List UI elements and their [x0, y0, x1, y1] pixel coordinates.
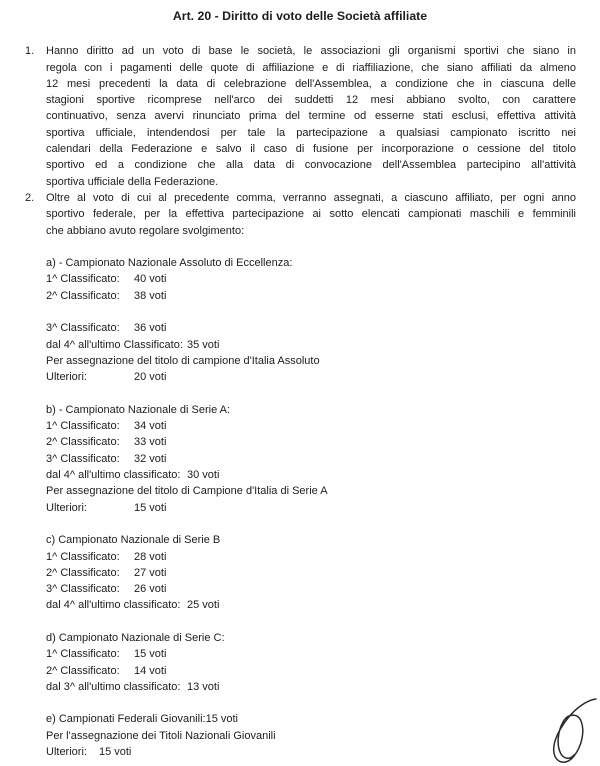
note-line: Per assegnazione del titolo di campione d'Italia Assoluto [46, 354, 320, 367]
note-line: Per assegnazione del titolo di Campione d'Italia di Serie A [46, 485, 328, 498]
paragraph-line: sportiva ufficiale della Federazione. [46, 175, 219, 188]
votes-value: 20 voti [134, 371, 167, 384]
rank-label: 2^ Classificato: [46, 289, 120, 302]
classification-row [46, 744, 576, 760]
section-d [46, 630, 576, 695]
rank-label: dal 3^ all'ultimo classificato: [46, 680, 181, 693]
classification-row [46, 451, 576, 467]
classification-row [46, 434, 576, 450]
paragraph-line: sportivo ed a condizione che alla data di convocazione dell'Assemblea partecipino all'attività [46, 159, 576, 172]
paragraph-line: stagioni sportive ricomprese nell'arco dei suddetti 12 mesi abbiano svolto, con carattere [46, 94, 576, 107]
votes-value: 34 voti [134, 420, 167, 433]
section-heading: d) Campionato Nazionale di Serie C: [46, 631, 225, 644]
votes-value: 38 voti [134, 289, 167, 302]
blank-line [46, 239, 576, 255]
numbered-item-2 [25, 190, 576, 239]
blank-line [46, 516, 576, 532]
section-heading: b) - Campionato Nazionale di Serie A: [46, 403, 231, 416]
classification-row [46, 337, 576, 353]
note-line: Per l'assegnazione dei Titoli Nazionali Giovanili [46, 729, 276, 742]
section-heading: c) Campionato Nazionale di Serie B [46, 534, 221, 547]
votes-value: 40 voti [134, 273, 167, 286]
blank-line [46, 614, 576, 630]
paragraph-line: che abbiano avuto regolare svolgimento: [46, 224, 245, 237]
rank-label: 3^ Classificato: [46, 583, 120, 596]
classification-row [46, 581, 576, 597]
votes-value: 36 voti [134, 322, 167, 335]
votes-value: 26 voti [134, 583, 167, 596]
classification-row [46, 549, 576, 565]
paragraph-line: 12 mesi precedenti la data di celebrazione dell'Assemblea, a condizione che in ciascuna delle [46, 77, 576, 90]
section-b [46, 402, 576, 516]
paragraph-line: sportivo federale, per la effettiva partecipazione ai sotto elencati campionati maschili e femminili [46, 208, 576, 221]
list-number: 1. [25, 45, 35, 58]
votes-value: 30 voti [187, 469, 220, 482]
classification-row [46, 271, 576, 287]
classification-row [46, 288, 576, 304]
paragraph-line: sportiva ufficiale, intendendosi per tale la partecipazione a qualsiasi campionato iscritto nei [46, 126, 576, 139]
classification-row [46, 369, 576, 385]
votes-value: 15 voti [134, 648, 167, 661]
rank-label: dal 4^ all'ultimo Classificato: [46, 338, 183, 351]
classification-row [46, 646, 576, 662]
classification-row [46, 500, 576, 516]
classification-row [46, 679, 576, 695]
blank-line [46, 386, 576, 402]
rank-label: dal 4^ all'ultimo classificato: [46, 599, 181, 612]
paragraph-line: calendari della Federazione e salvo il caso di fusione per incorporazione o cessione del titolo [46, 143, 576, 156]
rank-label: 2^ Classificato: [46, 664, 120, 677]
votes-value: 33 voti [134, 436, 167, 449]
section-e [46, 711, 576, 760]
paragraph-line: regola con i pagamenti delle quote di affiliazione e di riaffiliazione, che siano affiliati da almeno [46, 61, 576, 74]
rank-label: 1^ Classificato: [46, 273, 120, 286]
rank-label: 1^ Classificato: [46, 648, 120, 661]
votes-value: 35 voti [187, 338, 220, 351]
blank-line [46, 695, 576, 711]
section-heading: e) Campionati Federali Giovanili:15 voti [46, 713, 238, 726]
rank-label: 2^ Classificato: [46, 436, 120, 449]
rank-label: Ulteriori: [46, 501, 87, 514]
item-text [46, 190, 576, 239]
paragraph-line: Oltre al voto di cui al precedente comma, verranno assegnati, a ciascuno affiliato, per ogni anno [46, 191, 576, 204]
rank-label: 1^ Classificato: [46, 550, 120, 563]
rank-label: dal 4^ all'ultimo classificato: [46, 469, 181, 482]
votes-value: 15 voti [134, 501, 167, 514]
classification-row [46, 663, 576, 679]
section-a [46, 255, 576, 385]
rank-label: 1^ Classificato: [46, 420, 120, 433]
rank-label: 3^ Classificato: [46, 322, 120, 335]
classification-row [46, 467, 576, 483]
item-text [46, 43, 576, 190]
numbered-item-1 [25, 43, 576, 190]
section-c [46, 532, 576, 613]
championship-sections [46, 239, 576, 761]
classification-row [46, 320, 576, 336]
votes-value: 32 voti [134, 452, 167, 465]
signature-paraph-icon [537, 696, 599, 766]
votes-value: 27 voti [134, 566, 167, 579]
rank-label: 3^ Classificato: [46, 452, 120, 465]
classification-row [46, 418, 576, 434]
article-title: Art. 20 - Diritto di voto delle Società affiliate [172, 9, 428, 23]
paragraph-line: continuativo, senza avervi rinunciato prima del termine od esserne stati esclusi, effettiva attività [46, 110, 576, 123]
votes-value: 15 voti [98, 746, 132, 759]
document-body [0, 43, 600, 760]
classification-row [46, 597, 576, 613]
votes-value: 25 voti [187, 599, 220, 612]
rank-label: Ulteriori: [46, 746, 87, 759]
classification-row [46, 565, 576, 581]
blank-line [46, 304, 576, 320]
votes-value: 28 voti [134, 550, 167, 563]
votes-value: 13 voti [187, 680, 220, 693]
rank-label: 2^ Classificato: [46, 566, 120, 579]
list-number: 2. [25, 191, 35, 204]
paragraph-line: Hanno diritto ad un voto di base le società, le associazioni gli organismi sportivi che siano in [46, 45, 576, 58]
section-heading: a) - Campionato Nazionale Assoluto di Eccellenza: [46, 257, 293, 270]
votes-value: 14 voti [134, 664, 167, 677]
rank-label: Ulteriori: [46, 371, 87, 384]
